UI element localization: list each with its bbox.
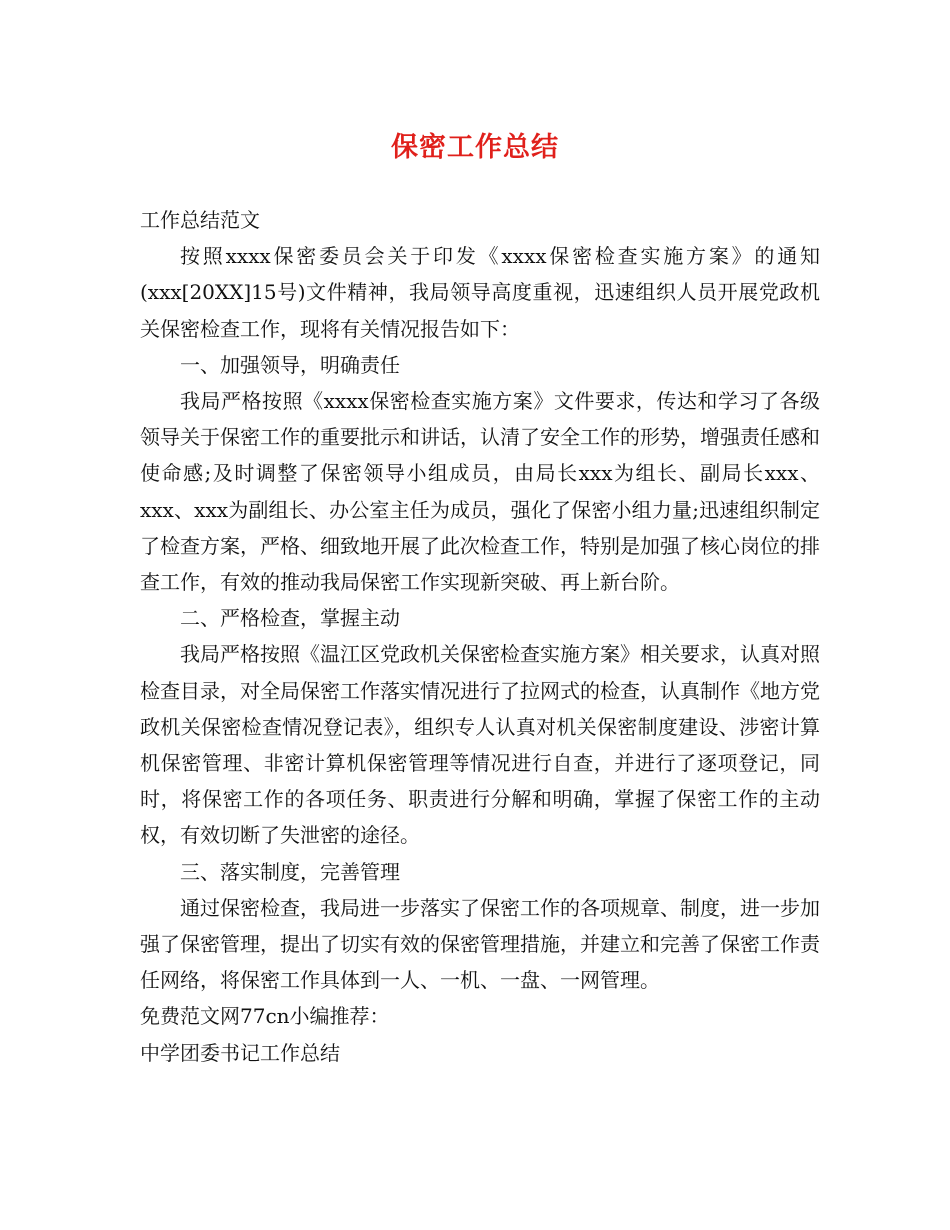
section-heading-1: 一、加强领导，明确责任 [180,352,400,377]
recommended-link[interactable]: 中学团委书记工作总结 [140,1040,340,1065]
document-title: 保密工作总结 [391,132,559,163]
section-heading-3: 三、落实制度，完善管理 [180,859,400,884]
section-heading-2: 二、严格检查，掌握主动 [180,606,400,631]
paragraph-category: 工作总结范文 [140,208,260,232]
document-body [140,202,820,1071]
paragraph-intro: 按照xxxx保密委员会关于印发《xxxx保密检查实施方案》的通知(xxx[20XX]15号)文件精神，我局领导高度重视，迅速组织人员开展党政机关保密检查工作，现将有关情况报告如下： [140,244,820,341]
paragraph-section-1: 我局严格按照《xxxx保密检查实施方案》文件要求，传达和学习了各级领导关于保密工作的重要批示和讲话，认清了安全工作的形势，增强责任感和使命感;及时调整了保密领导小组成员，由局长xxx为组长、副局长xxx、xxx、xxx为副组长、办公室主任为成员，强化了保密小组力量;迅速组织制定了检查方案，严格、细致地开展了此次检查工作，特别是加强了核心岗位的排查工作，有效的推动我局保密工作实现新突破、再上新台阶。 [140,389,820,595]
recommendation-line: 免费范文网77cn小编推荐： [140,1004,390,1029]
paragraph-section-3: 通过保密检查，我局进一步落实了保密工作的各项规章、制度，进一步加强了保密管理，提出了切实有效的保密管理措施，并建立和完善了保密工作责任网络，将保密工作具体到一人、一机、一盘、一网管理。 [140,895,820,993]
paragraph-section-2: 我局严格按照《温江区党政机关保密检查实施方案》相关要求，认真对照检查目录，对全局保密工作落实情况进行了拉网式的检查，认真制作《地方党政机关保密检查情况登记表》，组织专人认真对机关保密制度建设、涉密计算机保密管理、非密计算机保密管理等情况进行自查，并进行了逐项登记，同时，将保密工作的各项任务、职责进行分解和明确，掌握了保密工作的主动权，有效切断了失泄密的途径。 [140,642,820,848]
